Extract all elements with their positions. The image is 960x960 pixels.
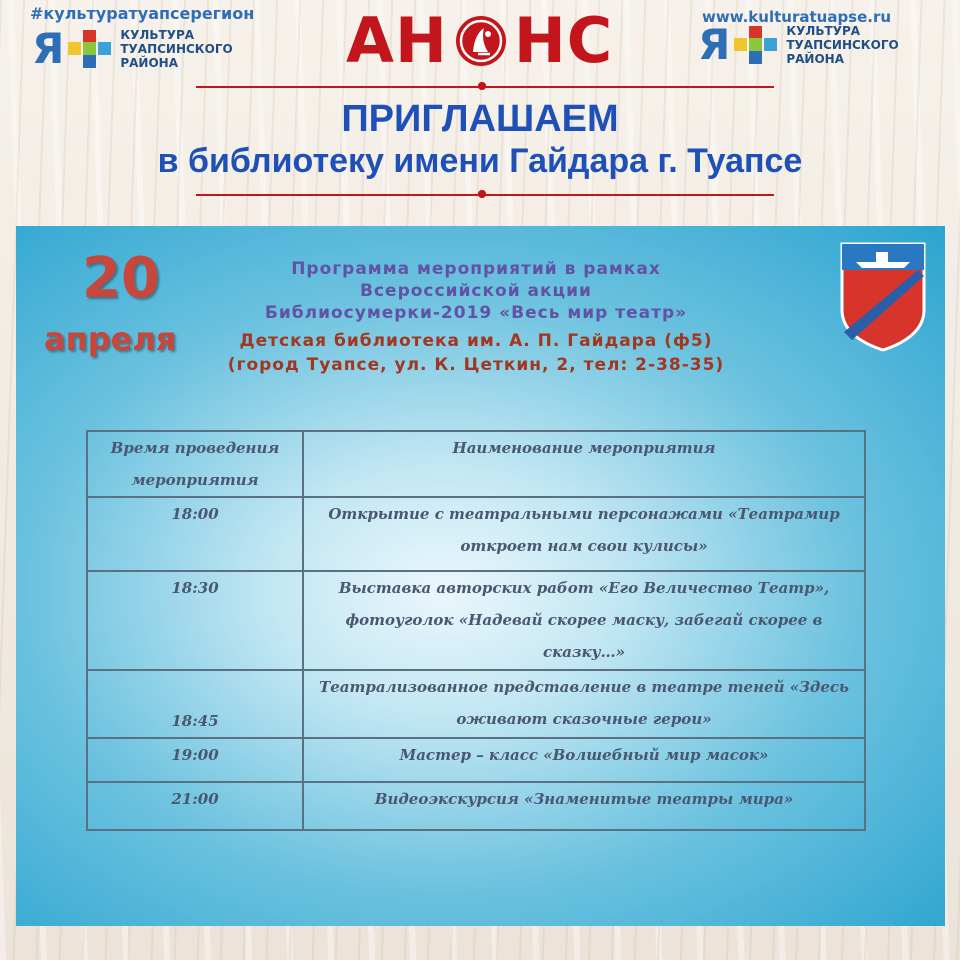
table-header-row [87,431,865,497]
table-row [87,782,865,830]
event-title: Выставка авторских работ «Его Величество Театр», фотоуголок «Надевай скорее маску, забегай скорее в сказку…» [303,571,865,670]
event-title: Видеоэкскурсия «Знаменитые театры мира» [303,782,865,830]
program-line: Программа мероприятий в рамках [291,259,661,279]
event-time: 21:00 [87,782,303,830]
event-date-day: 20 [82,246,160,311]
logo-text-line: РАЙОНА [786,52,844,66]
colored-cubes-icon [734,26,780,64]
table-row [87,670,865,738]
event-time: 19:00 [87,738,303,782]
colored-cubes-icon [68,30,114,68]
library-name: Детская библиотека им. А. П. Гайдара (ф5) [239,331,713,351]
logo-text-line: ТУАПСИНСКОГО [786,38,899,52]
top-divider [196,86,774,88]
culture-logo-left [32,24,233,73]
logo-text [120,28,232,70]
logo-text-line: КУЛЬТУРА [120,28,195,42]
logo-text [786,24,898,66]
event-time: 18:00 [87,497,303,571]
event-date-month: апреля [44,320,177,358]
logo-text-line: КУЛЬТУРА [786,24,861,38]
library-address: (город Туапсе, ул. К. Цеткин, 2, тел: 2-38-35) [227,355,725,375]
theatre-emblem-icon [454,14,508,68]
table-row [87,571,865,670]
event-title: Мастер – класс «Волшебный мир масок» [303,738,865,782]
table-row [87,497,865,571]
table-header-event: Наименование мероприятия [303,431,865,497]
event-time: 18:45 [87,670,303,738]
invite-subheading: в библиотеку имени Гайдара г. Туапсе [157,142,803,180]
website-url[interactable]: www.kulturatuapse.ru [702,8,892,26]
logo-text-line: ТУАПСИНСКОГО [120,42,233,56]
hashtag: #культуратуапсерегион [30,4,255,23]
city-coat-of-arms-icon [838,240,928,352]
logo-letter: Я [32,24,65,73]
event-time: 18:30 [87,571,303,670]
program-line: Всероссийской акции [360,281,592,301]
events-schedule-table [86,430,866,831]
event-title: Театрализованное представление в театре теней «Здесь оживают сказочные герои» [303,670,865,738]
bottom-divider [196,194,774,196]
logo-text-line: РАЙОНА [120,56,178,70]
logo-letter: Я [698,20,731,69]
announce-left: АН [346,4,448,77]
table-row [87,738,865,782]
table-header-time: Время проведения мероприятия [87,431,303,497]
event-title: Открытие с театральными персонажами «Театрамир откроет нам свои кулисы» [303,497,865,571]
program-line: Библиосумерки-2019 «Весь мир театр» [264,303,688,323]
culture-logo-right [698,20,899,69]
announce-title [346,4,613,77]
announce-right: НС [513,4,614,77]
event-poster [16,226,945,926]
invite-heading: ПРИГЛАШАЕМ [341,98,619,140]
